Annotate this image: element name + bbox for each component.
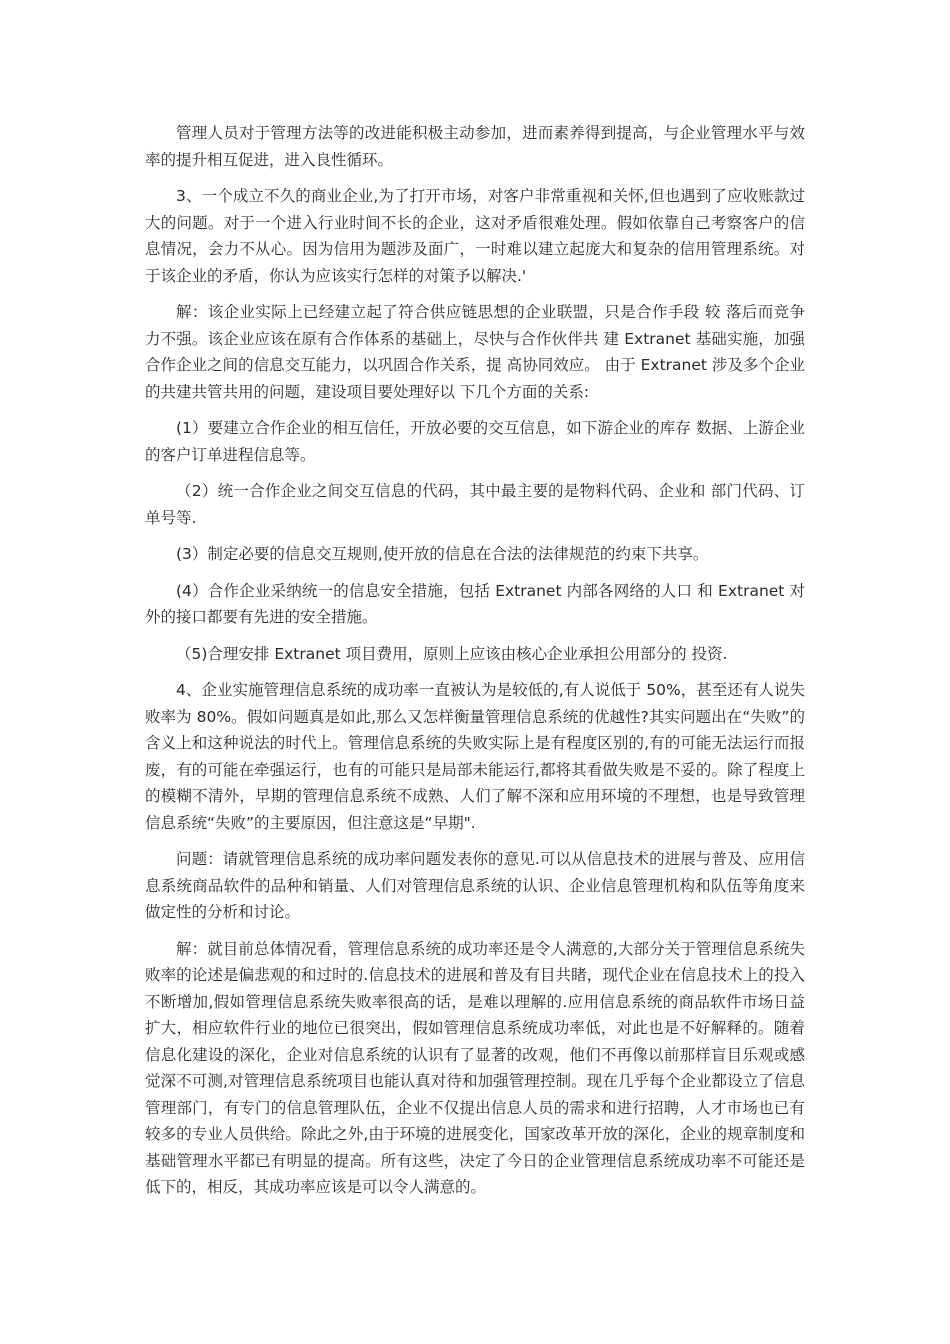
document-page: [145, 120, 805, 1211]
paragraph-point-3: (3）制定必要的信息交互规则,使开放的信息在合法的法律规范的约束下共享。: [176, 545, 709, 563]
paragraph-answer-3: 解：该企业实际上已经建立起了符合供应链思想的企业联盟，只是合作手段 较 落后而竞争力不强。该企业应该在原有合作体系的基础上，尽快与合作伙伴共 建 Extranet 基础实施，加强合作企业之间的信息交互能力，以巩固合作关系，提 高协同效应。 由于 Extranet 涉及多个企业的共建共管共用的问题，建设项目要处理好以 下几个方面的关系:: [145, 303, 805, 401]
paragraph-question-4: 4、企业实施管理信息系统的成功率一直被认为是较低的,有人说低于 50%，甚至还有人说失败率为 80%。假如问题真是如此,那么又怎样衡量管理信息系统的优越性?其实问题出在“失败”的含义上和这种说法的时代上。管理信息系统的失败实际上是有程度区别的,有的可能无法运行而报废，有的可能在牵强运行，也有的可能只是局部未能运行,都将其看做失败是不妥的。除了程度上的模糊不清外，早期的管理信息系统不成熟、人们了解不深和应用环境的不理想，也是导致管理信息系统“失败”的主要原因，但注意这是“早期".: [145, 681, 805, 832]
paragraph-question-prompt: 问题：请就管理信息系统的成功率问题发表你的意见.可以从信息技术的进展与普及、应用信息系统商品软件的品种和销量、人们对管理信息系统的认识、企业信息管理机构和队伍等角度来做定性的分析和讨论。: [145, 850, 805, 921]
paragraph-point-5: （5)合理安排 Extranet 项目费用，原则上应该由核心企业承担公用部分的 投资.: [176, 644, 728, 663]
paragraph-management-improvement: 管理人员对于管理方法等的改进能积极主动参加，进而素养得到提高，与企业管理水平与效率的提升相互促进，进入良性循环。: [145, 124, 805, 169]
paragraph-answer-4: 解：就目前总体情况看，管理信息系统的成功率还是令人满意的,大部分关于管理信息系统失败率的论述是偏悲观的和过时的.信息技术的进展和普及有目共睹，现代企业在信息技术上的投入不断增加,假如管理信息系统失败率很高的话，是难以理解的.应用信息系统的商品软件市场日益扩大，相应软件行业的地位已很突出，假如管理信息系统成功率低，对此也是不好解释的。随着信息化建设的深化，企业对信息系统的认识有了显著的改观，他们不再像以前那样盲目乐观或感觉深不可测,对管理信息系统项目也能认真对待和加强管理控制。现在几乎每个企业都设立了信息管理部门，有专门的信息管理队伍，企业不仅提出信息人员的需求和进行招聘，人才市场也已有较多的专业人员供给。除此之外,由于环境的进展变化，国家改革开放的深化，企业的规章制度和基础管理水平都已有明显的提高。所有这些，决定了今日的企业管理信息系统成功率不可能还是低下的，相反，其成功率应该是可以令人满意的。: [145, 939, 805, 1196]
paragraph-point-2: （2）统一合作企业之间交互信息的代码，其中最主要的是物料代码、企业和 部门代码、订单号等.: [145, 482, 805, 527]
paragraph-point-4: (4）合作企业采纳统一的信息安全措施，包括 Extranet 内部各网络的人口 和 Extranet 对外的接口都要有先进的安全措施。: [145, 581, 805, 626]
paragraph-point-1: (1）要建立合作企业的相互信任，开放必要的交互信息，如下游企业的库存 数据、上游企业的客户订单进程信息等。: [145, 419, 805, 464]
paragraph-question-3: 3、一个成立不久的商业企业,为了打开市场，对客户非常重视和关怀,但也遇到了应收账款过大的问题。对于一个进入行业时间不长的企业，这对矛盾很难处理。假如依靠自己考察客户的信息情况，会力不从心。因为信用为题涉及面广，一时难以建立起庞大和复杂的信用管理系统。对于该企业的矛盾，你认为应该实行怎样的对策予以解决.': [145, 187, 805, 285]
